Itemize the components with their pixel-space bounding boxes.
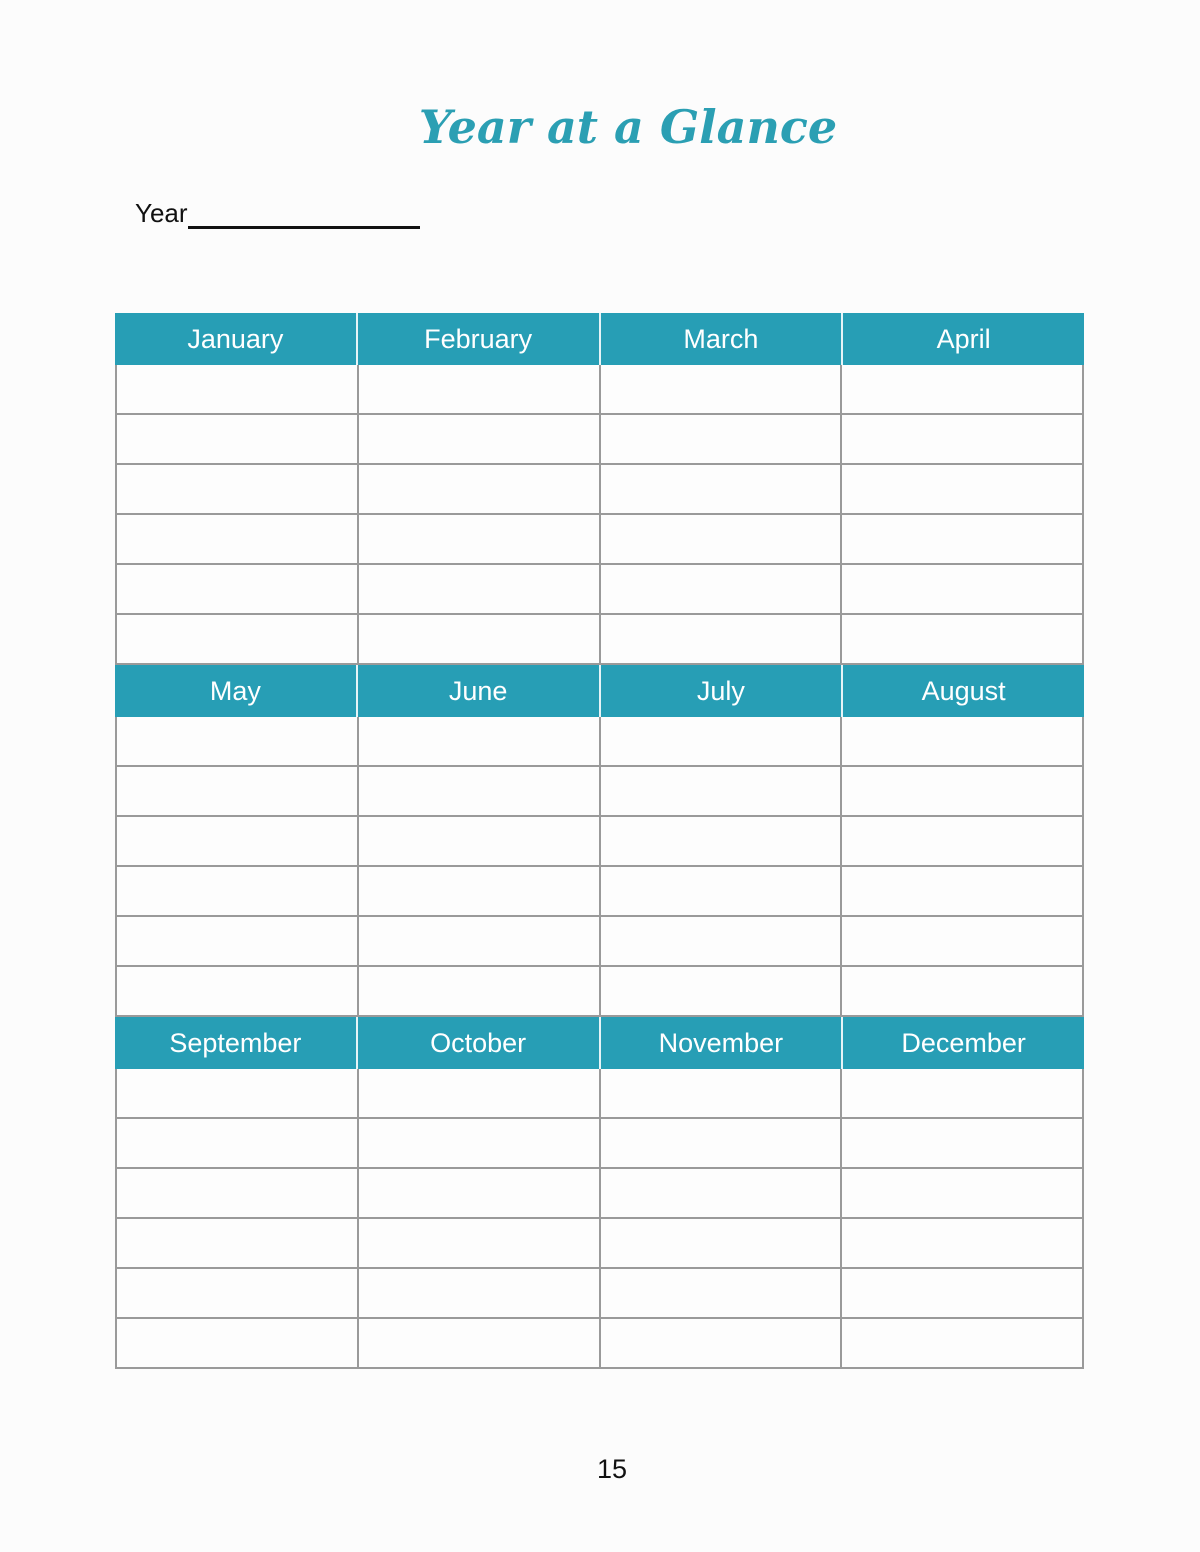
entry-cell-april[interactable] <box>840 365 1084 415</box>
entry-row <box>115 1269 1084 1319</box>
entry-row <box>115 767 1084 817</box>
entry-cell-august[interactable] <box>840 767 1084 817</box>
entry-row <box>115 867 1084 917</box>
entry-cell-july[interactable] <box>599 717 841 767</box>
entry-cell-november[interactable] <box>599 1069 841 1119</box>
entry-cell-october[interactable] <box>357 1069 599 1119</box>
entry-row <box>115 415 1084 465</box>
entry-row <box>115 917 1084 967</box>
entry-cell-september[interactable] <box>115 1069 357 1119</box>
entry-row <box>115 1319 1084 1369</box>
entry-row <box>115 967 1084 1017</box>
entry-cell-january[interactable] <box>115 365 357 415</box>
entry-cell-october[interactable] <box>357 1169 599 1219</box>
entry-cell-october[interactable] <box>357 1319 599 1369</box>
entry-cell-december[interactable] <box>840 1219 1084 1269</box>
year-label: Year <box>135 198 188 228</box>
entry-cell-january[interactable] <box>115 465 357 515</box>
entry-cell-november[interactable] <box>599 1169 841 1219</box>
entry-cell-november[interactable] <box>599 1319 841 1369</box>
entry-cell-november[interactable] <box>599 1119 841 1169</box>
quarter-block-3 <box>115 1017 1084 1369</box>
entry-cell-january[interactable] <box>115 515 357 565</box>
month-header-september: September <box>115 1017 358 1069</box>
entry-row <box>115 515 1084 565</box>
year-field <box>135 198 420 229</box>
entry-cell-april[interactable] <box>840 415 1084 465</box>
entry-row <box>115 615 1084 665</box>
entry-cell-may[interactable] <box>115 817 357 867</box>
month-header-november: November <box>601 1017 844 1069</box>
entry-cell-june[interactable] <box>357 867 599 917</box>
quarter-block-2 <box>115 665 1084 1017</box>
entry-cell-july[interactable] <box>599 767 841 817</box>
month-header-january: January <box>115 313 358 365</box>
entry-cell-may[interactable] <box>115 717 357 767</box>
month-header-december: December <box>843 1017 1084 1069</box>
entry-cell-march[interactable] <box>599 465 841 515</box>
month-header-row <box>115 1017 1084 1069</box>
entry-cell-february[interactable] <box>357 565 599 615</box>
entry-cell-june[interactable] <box>357 967 599 1017</box>
entry-row <box>115 465 1084 515</box>
entry-cell-july[interactable] <box>599 967 841 1017</box>
entry-cell-may[interactable] <box>115 917 357 967</box>
entry-cell-february[interactable] <box>357 415 599 465</box>
entry-cell-may[interactable] <box>115 867 357 917</box>
month-header-may: May <box>115 665 358 717</box>
month-header-october: October <box>358 1017 601 1069</box>
block-rows <box>115 1069 1084 1369</box>
month-header-march: March <box>601 313 844 365</box>
month-header-june: June <box>358 665 601 717</box>
month-header-april: April <box>843 313 1084 365</box>
month-header-row <box>115 313 1084 365</box>
entry-cell-september[interactable] <box>115 1319 357 1369</box>
block-rows <box>115 365 1084 665</box>
entry-cell-october[interactable] <box>357 1269 599 1319</box>
entry-cell-august[interactable] <box>840 867 1084 917</box>
entry-cell-june[interactable] <box>357 767 599 817</box>
entry-cell-february[interactable] <box>357 465 599 515</box>
entry-cell-december[interactable] <box>840 1269 1084 1319</box>
entry-cell-august[interactable] <box>840 967 1084 1017</box>
entry-cell-september[interactable] <box>115 1169 357 1219</box>
entry-cell-may[interactable] <box>115 967 357 1017</box>
entry-cell-july[interactable] <box>599 817 841 867</box>
entry-cell-march[interactable] <box>599 515 841 565</box>
entry-cell-february[interactable] <box>357 615 599 665</box>
entry-cell-february[interactable] <box>357 515 599 565</box>
entry-row <box>115 717 1084 767</box>
entry-cell-august[interactable] <box>840 717 1084 767</box>
entry-cell-october[interactable] <box>357 1119 599 1169</box>
month-header-july: July <box>601 665 844 717</box>
month-header-row <box>115 665 1084 717</box>
entry-cell-march[interactable] <box>599 615 841 665</box>
year-calendar-grid <box>115 313 1084 1369</box>
entry-cell-november[interactable] <box>599 1219 841 1269</box>
entry-cell-september[interactable] <box>115 1119 357 1169</box>
entry-cell-march[interactable] <box>599 565 841 615</box>
entry-cell-november[interactable] <box>599 1269 841 1319</box>
entry-row <box>115 1069 1084 1119</box>
entry-cell-january[interactable] <box>115 415 357 465</box>
entry-row <box>115 365 1084 415</box>
entry-cell-june[interactable] <box>357 917 599 967</box>
entry-cell-january[interactable] <box>115 615 357 665</box>
entry-cell-april[interactable] <box>840 515 1084 565</box>
entry-cell-july[interactable] <box>599 917 841 967</box>
entry-cell-june[interactable] <box>357 817 599 867</box>
entry-cell-december[interactable] <box>840 1069 1084 1119</box>
entry-cell-september[interactable] <box>115 1269 357 1319</box>
quarter-block-1 <box>115 313 1084 665</box>
entry-row <box>115 1119 1084 1169</box>
entry-row <box>115 1219 1084 1269</box>
entry-cell-december[interactable] <box>840 1319 1084 1369</box>
entry-cell-april[interactable] <box>840 565 1084 615</box>
month-header-february: February <box>358 313 601 365</box>
entry-cell-march[interactable] <box>599 415 841 465</box>
entry-cell-october[interactable] <box>357 1219 599 1269</box>
entry-cell-december[interactable] <box>840 1169 1084 1219</box>
block-rows <box>115 717 1084 1017</box>
entry-row <box>115 817 1084 867</box>
entry-cell-april[interactable] <box>840 615 1084 665</box>
year-input-line[interactable] <box>188 202 420 229</box>
entry-cell-august[interactable] <box>840 917 1084 967</box>
entry-cell-april[interactable] <box>840 465 1084 515</box>
entry-cell-may[interactable] <box>115 767 357 817</box>
entry-cell-september[interactable] <box>115 1219 357 1269</box>
page-title: Year at a Glance <box>418 100 838 154</box>
entry-cell-january[interactable] <box>115 565 357 615</box>
entry-cell-march[interactable] <box>599 365 841 415</box>
entry-cell-july[interactable] <box>599 867 841 917</box>
entry-cell-february[interactable] <box>357 365 599 415</box>
page-number: 15 <box>596 1454 628 1484</box>
entry-row <box>115 565 1084 615</box>
entry-cell-june[interactable] <box>357 717 599 767</box>
entry-row <box>115 1169 1084 1219</box>
month-header-august: August <box>843 665 1084 717</box>
entry-cell-august[interactable] <box>840 817 1084 867</box>
entry-cell-december[interactable] <box>840 1119 1084 1169</box>
